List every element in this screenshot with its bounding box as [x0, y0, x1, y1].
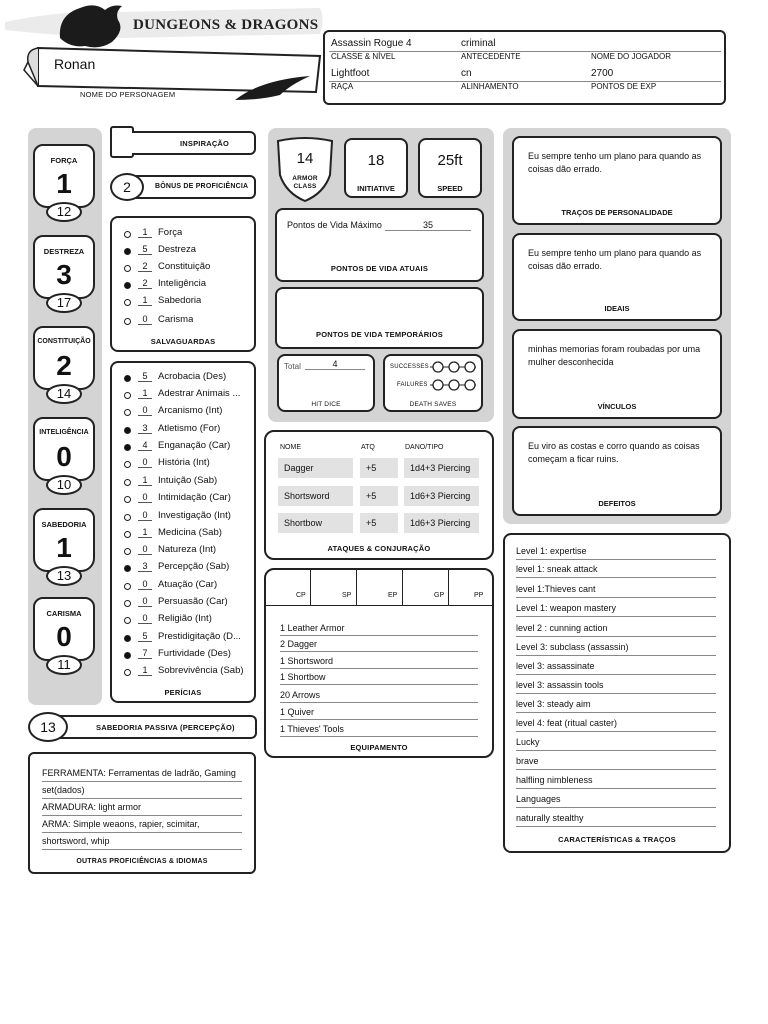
failures-label: FAILURES — [397, 382, 428, 388]
alignment-value[interactable]: cn — [461, 68, 472, 79]
ability-wisdom — [33, 508, 95, 588]
feature-item[interactable]: Languages — [516, 791, 716, 808]
equipment-label: EQUIPAMENTO — [350, 743, 408, 752]
prof-marker[interactable] — [124, 669, 131, 676]
equipment-item[interactable]: 1 Leather Armor — [280, 621, 478, 636]
other-proficiencies-label: OUTRAS PROFICIÊNCIAS & IDIOMAS — [76, 858, 208, 865]
hit-points-max-label: Pontos de Vida Máximo — [287, 220, 382, 230]
ability-modifier[interactable]: 1 — [56, 168, 72, 199]
ability-modifier[interactable]: 0 — [56, 441, 72, 472]
passive-perception-value[interactable]: 13 — [28, 712, 68, 742]
attack-damage[interactable]: 1d6+3 Piercing — [404, 513, 479, 533]
prof-marker[interactable] — [124, 318, 131, 325]
inspiration-label: INSPIRAÇÃO — [180, 139, 230, 148]
skill-name: Arcanismo (Int) — [158, 405, 223, 416]
skill-name: Prestidigitação (D... — [158, 631, 241, 642]
skill-row[interactable] — [110, 630, 256, 647]
skill-value: 0 — [138, 405, 152, 416]
race-label: RAÇA — [331, 82, 354, 91]
coin-pp-label: PP — [474, 592, 484, 599]
skill-name: Intuição (Sab) — [158, 475, 218, 486]
hit-points-current-label: PONTOS DE VIDA ATUAIS — [330, 264, 429, 273]
class-level-value[interactable]: Assassin Rogue 4 — [331, 38, 412, 49]
logo-text: DUNGEONS & DRAGONS — [133, 17, 319, 33]
coin-sp-label: SP — [342, 592, 352, 599]
save-row-constitution[interactable] — [110, 260, 256, 277]
skill-name: Acrobacia (Des) — [158, 371, 227, 382]
feature-item[interactable]: halfling nimbleness — [516, 772, 716, 789]
attack-bonus[interactable]: +5 — [360, 486, 398, 506]
skill-value: 5 — [138, 631, 152, 642]
feature-item[interactable]: Level 3: subclass (assassin) — [516, 639, 716, 656]
prof-marker[interactable] — [124, 427, 131, 434]
save-value: 0 — [138, 314, 152, 325]
skill-value: 7 — [138, 648, 152, 659]
feature-item[interactable]: brave — [516, 753, 716, 770]
ability-name: SABEDORIA — [41, 520, 87, 529]
coin-cp-label: CP — [296, 592, 306, 599]
ability-name: CONSTITUIÇÃO — [37, 338, 91, 345]
proficiency-line: ARMA: Simple weaons, rapier, scimitar, — [42, 816, 242, 833]
skill-row[interactable] — [110, 543, 256, 560]
save-name: Força — [158, 227, 183, 238]
equipment-item[interactable]: 1 Thieves' Tools — [280, 722, 478, 737]
save-row-dexterity[interactable] — [110, 243, 256, 260]
skill-value: 1 — [138, 527, 152, 538]
skill-value: 0 — [138, 510, 152, 521]
character-name[interactable]: Ronan — [54, 56, 96, 72]
save-row-strength[interactable] — [110, 226, 256, 243]
ability-name: DESTREZA — [43, 247, 85, 256]
prof-marker[interactable] — [124, 375, 131, 382]
initiative-value: 18 — [367, 152, 385, 169]
save-value: 2 — [138, 261, 152, 272]
save-row-wisdom[interactable] — [110, 294, 256, 311]
skill-row[interactable] — [110, 509, 256, 526]
prof-marker[interactable] — [124, 248, 131, 255]
prof-marker[interactable] — [124, 496, 131, 503]
personality-traits-box[interactable] — [512, 136, 722, 225]
speed-label: SPEED — [437, 184, 463, 193]
attack-name[interactable]: Dagger — [278, 458, 353, 478]
equipment-item[interactable]: 1 Quiver — [280, 705, 478, 720]
skill-value: 1 — [138, 475, 152, 486]
attacks-col-name: NOME — [280, 444, 301, 451]
death-saves-label: DEATH SAVES — [409, 401, 457, 408]
skill-name: Persuasão (Car) — [158, 596, 228, 607]
feature-item[interactable]: Level 1: expertise — [516, 543, 716, 560]
proficiency-line: set(dados) — [42, 782, 242, 799]
personality-traits-label: TRAÇOS DE PERSONALIDADE — [561, 208, 673, 217]
hit-points-temp-label: PONTOS DE VIDA TEMPORÁRIOS — [316, 330, 443, 339]
armor-class-value[interactable]: 14 — [296, 150, 314, 167]
class-level-label: CLASSE & NÍVEL — [331, 52, 396, 61]
feature-item[interactable]: level 3: assassin tools — [516, 677, 716, 694]
skill-name: Intimidação (Car) — [158, 492, 231, 503]
skill-name: Religião (Int) — [158, 613, 212, 624]
feature-item[interactable]: level 3: assassinate — [516, 658, 716, 675]
background-value[interactable]: criminal — [461, 38, 496, 49]
save-name: Inteligência — [158, 278, 207, 289]
prof-marker[interactable] — [124, 565, 131, 572]
initiative-box[interactable] — [344, 138, 408, 198]
hit-dice-total-label: Total — [284, 362, 301, 371]
armor-class-shield-icon — [274, 135, 336, 203]
attacks-label: ATAQUES & CONJURAÇÃO — [327, 544, 431, 553]
skill-name: Investigação (Int) — [158, 510, 231, 521]
skill-row[interactable] — [110, 422, 256, 439]
ability-strength — [33, 144, 95, 224]
equipment-item[interactable]: 20 Arrows — [280, 688, 478, 703]
skill-value: 3 — [138, 561, 152, 572]
proficiency-line: ARMADURA: light armor — [42, 799, 242, 816]
skill-row[interactable] — [110, 578, 256, 595]
feature-item[interactable]: level 3: steady aim — [516, 696, 716, 713]
skill-value: 4 — [138, 440, 152, 451]
inspiration-box[interactable] — [110, 126, 134, 158]
skill-name: História (Int) — [158, 457, 210, 468]
ability-dexterity — [33, 235, 95, 315]
skill-row[interactable] — [110, 526, 256, 543]
ability-score[interactable]: 11 — [46, 655, 82, 675]
bonds-label: VÍNCULOS — [597, 402, 637, 411]
skills-label: PERÍCIAS — [164, 688, 202, 697]
skill-value: 0 — [138, 596, 152, 607]
save-value: 5 — [138, 244, 152, 255]
save-value: 1 — [138, 295, 152, 306]
coin-gp-label: GP — [434, 592, 445, 599]
armor-class-label: ARMOR CLASS — [292, 175, 318, 190]
save-name: Carisma — [158, 314, 194, 325]
ideals-text: Eu sempre tenho um plano para quando as coisas dão errado. — [528, 248, 702, 271]
prof-marker[interactable] — [124, 548, 131, 555]
skill-name: Percepção (Sab) — [158, 561, 230, 572]
prof-marker[interactable] — [124, 392, 131, 399]
feature-item[interactable]: level 1: sneak attack — [516, 561, 716, 578]
skill-name: Sobrevivência (Sab) — [158, 665, 244, 676]
skill-name: Atuação (Car) — [158, 579, 218, 590]
successes-label: SUCCESSES — [390, 364, 429, 370]
alignment-label: ALINHAMENTO — [461, 82, 519, 91]
prof-marker[interactable] — [124, 652, 131, 659]
ability-name: INTELIGÊNCIA — [39, 429, 89, 436]
bonds-text: minhas memorias foram roubadas por uma mulher desconhecida — [528, 344, 701, 367]
skill-row[interactable] — [110, 456, 256, 473]
skill-value: 0 — [138, 457, 152, 468]
ability-modifier[interactable]: 3 — [56, 259, 72, 290]
skill-name: Medicina (Sab) — [158, 527, 222, 538]
ability-score[interactable]: 12 — [46, 202, 82, 222]
save-row-charisma[interactable] — [110, 313, 256, 330]
equipment-item[interactable]: 1 Shortbow — [280, 670, 478, 685]
prof-marker[interactable] — [124, 600, 131, 607]
xp-value[interactable]: 2700 — [591, 68, 614, 79]
skill-name: Adestrar Animais ... — [158, 388, 241, 399]
ability-name: FORÇA — [50, 156, 78, 165]
skill-row[interactable] — [110, 560, 256, 577]
prof-marker[interactable] — [124, 635, 131, 642]
prof-marker[interactable] — [124, 231, 131, 238]
prof-marker[interactable] — [124, 583, 131, 590]
attack-damage[interactable]: 1d4+3 Piercing — [404, 458, 479, 478]
feature-item[interactable]: level 1:Thieves cant — [516, 581, 716, 598]
skill-value: 1 — [138, 388, 152, 399]
proficiency-line: FERRAMENTA: Ferramentas de ladrão, Gaming — [42, 765, 242, 782]
skill-row[interactable] — [110, 595, 256, 612]
prof-marker[interactable] — [124, 444, 131, 451]
save-row-intelligence[interactable] — [110, 277, 256, 294]
skill-row[interactable] — [110, 439, 256, 456]
ability-name: CARISMA — [46, 609, 82, 618]
race-value[interactable]: Lightfoot — [331, 68, 370, 79]
skill-name: Natureza (Int) — [158, 544, 217, 555]
ability-score[interactable]: 14 — [46, 384, 82, 404]
prof-marker[interactable] — [124, 299, 131, 306]
ability-modifier[interactable]: 0 — [56, 621, 72, 652]
background-label: ANTECEDENTE — [461, 52, 521, 61]
skill-value: 0 — [138, 492, 152, 503]
save-name: Destreza — [158, 244, 197, 255]
skill-value: 1 — [138, 665, 152, 676]
attack-bonus[interactable]: +5 — [360, 458, 398, 478]
attack-name[interactable]: Shortbow — [278, 513, 353, 533]
bonds-box[interactable] — [512, 329, 722, 419]
save-name: Sabedoria — [158, 295, 202, 306]
skill-value: 0 — [138, 579, 152, 590]
skill-row[interactable] — [110, 387, 256, 404]
attacks-col-atk: ATQ — [361, 444, 375, 451]
player-name-label: NOME DO JOGADOR — [591, 52, 672, 61]
prof-marker[interactable] — [124, 514, 131, 521]
feature-item[interactable]: Level 1: weapon mastery — [516, 600, 716, 617]
skill-value: 0 — [138, 613, 152, 624]
save-value: 1 — [138, 227, 152, 238]
ability-score[interactable]: 10 — [46, 475, 82, 495]
prof-marker[interactable] — [124, 461, 131, 468]
ability-constitution — [33, 326, 95, 406]
attack-bonus[interactable]: +5 — [360, 513, 398, 533]
skill-row[interactable] — [110, 404, 256, 421]
skill-row[interactable] — [110, 474, 256, 491]
coins-row — [266, 570, 492, 606]
prof-marker[interactable] — [124, 265, 131, 272]
flaws-text: Eu viro as costas e corro quando as coisas começam a ficar ruins. — [528, 441, 700, 464]
feature-item[interactable]: level 4: feat (ritual caster) — [516, 715, 716, 732]
hit-dice-label: HIT DICE — [311, 401, 341, 408]
initiative-label: INITIATIVE — [357, 184, 395, 193]
prof-marker[interactable] — [124, 479, 131, 486]
feature-item[interactable]: naturally stealthy — [516, 810, 716, 827]
prof-marker[interactable] — [124, 282, 131, 289]
xp-label: PONTOS DE EXP — [591, 82, 657, 91]
features-label: CARACTERÍSTICAS & TRAÇOS — [558, 835, 676, 844]
skill-row[interactable] — [110, 612, 256, 629]
attacks-col-dmg: DANO/TIPO — [405, 444, 444, 451]
skill-value: 3 — [138, 423, 152, 434]
ability-modifier[interactable]: 2 — [56, 350, 72, 381]
ability-modifier[interactable]: 1 — [56, 532, 72, 563]
equipment-item[interactable]: 2 Dagger — [280, 637, 478, 652]
ability-score[interactable]: 13 — [46, 566, 82, 586]
skill-name: Furtividade (Des) — [158, 648, 231, 659]
hit-points-max-value[interactable]: 35 — [385, 220, 471, 231]
skill-name: Enganação (Car) — [158, 440, 231, 451]
skill-row[interactable] — [110, 491, 256, 508]
attack-damage[interactable]: 1d6+3 Piercing — [404, 486, 479, 506]
skill-row[interactable] — [110, 647, 256, 664]
saving-throws-label: SALVAGUARDAS — [150, 337, 216, 346]
prof-marker[interactable] — [124, 409, 131, 416]
save-name: Constituição — [158, 261, 211, 272]
hit-points-temp-box[interactable] — [275, 287, 484, 349]
save-value: 2 — [138, 278, 152, 289]
skill-value: 5 — [138, 371, 152, 382]
attack-name[interactable]: Shortsword — [278, 486, 353, 506]
speed-value: 25ft — [437, 152, 463, 169]
equipment-item[interactable]: 1 Shortsword — [280, 654, 478, 669]
skill-value: 0 — [138, 544, 152, 555]
ability-intelligence — [33, 417, 95, 497]
feature-item[interactable]: level 2 : cunning action — [516, 620, 716, 637]
ideals-box[interactable] — [512, 233, 722, 321]
proficiency-label: BÔNUS DE PROFICIÊNCIA — [155, 183, 249, 190]
character-name-label: NOME DO PERSONAGEM — [80, 90, 176, 99]
ability-score[interactable]: 17 — [46, 293, 82, 313]
coin-ep-label: EP — [388, 592, 398, 599]
flaws-box[interactable] — [512, 426, 722, 516]
hit-dice-total-value[interactable]: 4 — [305, 359, 365, 370]
speed-box[interactable] — [418, 138, 482, 198]
passive-perception-label: SABEDORIA PASSIVA (PERCEPÇÃO) — [96, 723, 235, 732]
character-name-banner — [20, 40, 330, 110]
proficiency-line: shortsword, whip — [42, 833, 242, 850]
proficiency-bonus[interactable]: 2 — [110, 173, 144, 201]
ability-charisma — [33, 597, 95, 677]
skill-row[interactable] — [110, 370, 256, 387]
prof-marker[interactable] — [124, 617, 131, 624]
skill-name: Atletismo (For) — [158, 423, 221, 434]
skill-row[interactable] — [110, 664, 256, 681]
feature-item[interactable]: Lucky — [516, 734, 716, 751]
prof-marker[interactable] — [124, 531, 131, 538]
flaws-label: DEFEITOS — [598, 499, 636, 508]
death-save-checkboxes[interactable] — [430, 361, 478, 393]
personality-traits-text: Eu sempre tenho um plano para quando as coisas dão errado. — [528, 151, 702, 174]
ideals-label: IDEAIS — [604, 304, 630, 313]
